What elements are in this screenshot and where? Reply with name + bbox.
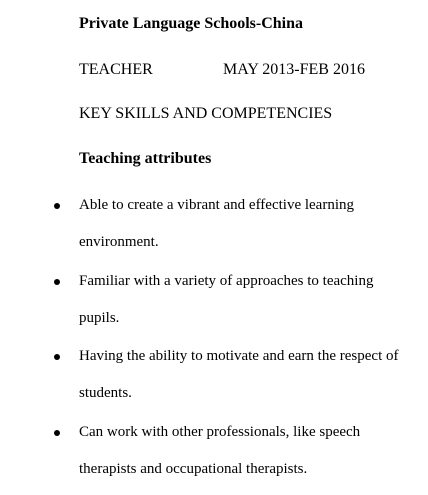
list-item-text: Having the ability to motivate and earn the respect of students.: [79, 348, 399, 401]
bullet-icon: [54, 203, 60, 209]
list-item-text: Can work with other professionals, like speech therapists and occupational therapists.: [79, 424, 361, 477]
bullet-icon: [54, 279, 60, 285]
list-item-text: Able to create a vibrant and effective learning environment.: [79, 197, 355, 250]
company-heading: Private Language Schools-China: [79, 15, 304, 32]
list-item: [0, 272, 428, 332]
attributes-heading: Teaching attributes: [79, 150, 212, 167]
role-dates: MAY 2013-FEB 2016: [223, 61, 365, 78]
list-item: [0, 423, 428, 483]
skills-heading: KEY SKILLS AND COMPETENCIES: [79, 105, 333, 122]
bullet-icon: [54, 430, 60, 436]
bullet-icon: [54, 354, 60, 360]
list-item: [0, 347, 428, 407]
role-title: TEACHER: [79, 61, 153, 78]
list-item: [0, 196, 428, 256]
list-item-text: Familiar with a variety of approaches to teaching pupils.: [79, 273, 374, 326]
